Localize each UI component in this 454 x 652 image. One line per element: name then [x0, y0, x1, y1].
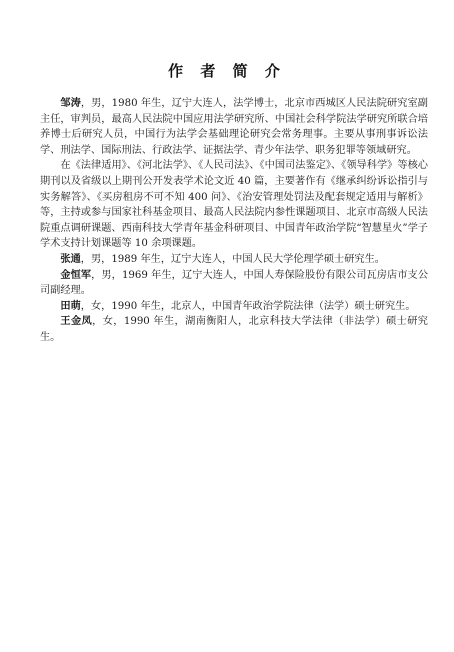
- bio-text: ，男，1989 年生，辽宁大连人，中国人民大学伦理学硕士研究生。: [80, 253, 385, 265]
- author-bios: [40, 96, 428, 346]
- author-name: 张通: [60, 253, 81, 265]
- author-name: 邹涛: [60, 98, 81, 109]
- bio-text: ，女，1990 年生，北京人，中国青年政治学院法律（法学）硕士研究生。: [80, 300, 416, 312]
- bio-paragraph-tian-meng: [40, 299, 428, 315]
- bio-text: ，男，1980 年生，辽宁大连人，法学博士，北京市西城区人民法院研究室副主任，审判员，最高人民法院中国应用法学研究所、中国社会科学院法学研究所联合培养博士后研究人员，中国行为法学会基础理论研究会常务理事。主要从事刑事诉讼法学、刑法学、国际刑法、行政法学、证据法学、青少年法学、职务犯罪等领域研究。: [40, 98, 428, 156]
- author-name: 田萌: [60, 300, 81, 312]
- bio-paragraph-zhang-tong: [40, 252, 428, 268]
- author-name: 金恒军: [60, 269, 92, 281]
- bio-paragraph-zou-tao: [40, 96, 428, 158]
- bio-text: 在《法律适用》、《河北法学》、《人民司法》、《中国司法鉴定》、《领导科学》等核心期刊以及省级以上期刊公开发表学术论文近 40 篇，主要著作有《继承纠纷诉讼指引与实务解答》、《买房租房不可不知 400 问》、《治安管理处罚法及配套规定适用与解析》等，主持或参与国家社科基金项目、最高人民法院内参性课题项目、北京市高级人民法院重点调研课题、西南科技大学青年基金科研项目、中国青年政治学院“智慧星火”学子学术支持计划课题等 10 余项课题。: [40, 160, 428, 250]
- author-name: 王金凤: [60, 316, 93, 328]
- page-title: 作 者 简 介: [168, 62, 286, 80]
- bio-text: ，男，1969 年生，辽宁大连人，中国人寿保险股份有限公司瓦房店市支公司副经理。: [40, 269, 429, 297]
- bio-paragraph-wang-jinfeng: [40, 314, 428, 345]
- bio-text: ，女，1990 年生，湖南衡阳人，北京科技大学法律（非法学）硕士研究生。: [40, 316, 428, 343]
- bio-paragraph-publications: [40, 158, 428, 252]
- bio-paragraph-jin-hengjun: [40, 268, 428, 299]
